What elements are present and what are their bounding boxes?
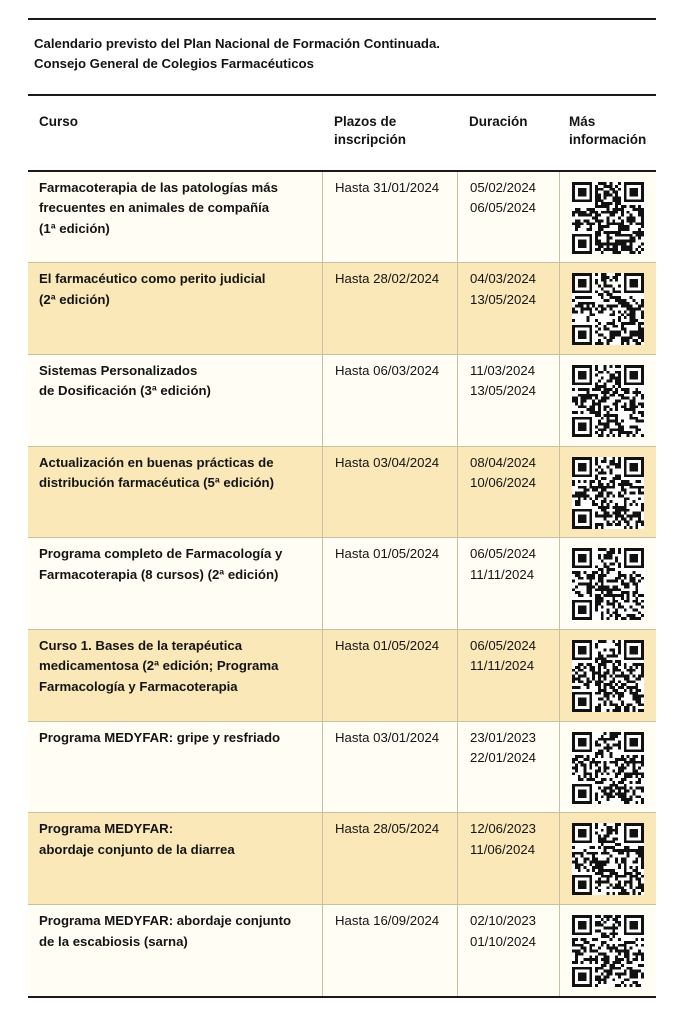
- more-info-cell: [559, 813, 657, 904]
- course-cell: [28, 722, 322, 813]
- course-title-line: (2ª edición): [39, 291, 110, 307]
- end-date: 11/06/2024: [470, 841, 536, 857]
- more-info-cell: [559, 905, 657, 997]
- course-title-line: Farmacoterapia de las patologías más: [39, 179, 278, 195]
- course-cell: [28, 813, 322, 904]
- header-more-line-2: información: [569, 132, 647, 147]
- course-title-line: frecuentes en animales de compañía: [39, 200, 270, 215]
- deadline-cell: Hasta 06/03/2024: [322, 355, 457, 446]
- table-row: [28, 538, 656, 630]
- deadline-cell: Hasta 03/04/2024: [322, 447, 457, 538]
- course-title-line: Programa MEDYFAR:: [39, 821, 174, 837]
- end-date: 22/01/2024: [470, 750, 537, 766]
- course-title-line: de Dosificación (3ª edición): [39, 383, 211, 399]
- qr-code-icon[interactable]: [572, 732, 644, 804]
- header-more-info: [569, 113, 659, 149]
- qr-code-icon[interactable]: [572, 365, 644, 437]
- course-title-line: medicamentosa (2ª edición; Programa: [39, 658, 279, 674]
- start-date: 23/01/2023: [470, 729, 537, 745]
- course-title-line: Curso 1. Bases de la terapéutica: [39, 637, 243, 653]
- deadline-cell: Hasta 16/09/2024: [322, 905, 457, 997]
- qr-code-icon[interactable]: [572, 273, 644, 345]
- header-plazos-line-2: inscripción: [334, 132, 407, 147]
- table-row: [28, 905, 656, 997]
- course-title-line: abordaje conjunto de la diarrea: [39, 841, 235, 857]
- header-plazos: [334, 113, 444, 149]
- more-info-cell: [559, 630, 657, 721]
- course-cell: [28, 905, 322, 997]
- table-header: [28, 96, 656, 170]
- table-body: [28, 172, 656, 997]
- start-date: 06/05/2024: [470, 637, 537, 653]
- table-row: [28, 813, 656, 905]
- end-date: 11/11/2024: [470, 566, 535, 582]
- qr-code-icon[interactable]: [572, 457, 644, 529]
- course-cell: [28, 172, 322, 263]
- deadline-cell: Hasta 28/05/2024: [322, 813, 457, 904]
- start-date: 05/02/2024: [470, 179, 537, 195]
- duration-cell: [457, 538, 559, 629]
- table-row: [28, 355, 656, 447]
- course-title-line: El farmacéutico como perito judicial: [39, 271, 266, 287]
- course-title-line: Programa MEDYFAR: gripe y resfriado: [39, 729, 281, 745]
- table-caption: [34, 34, 634, 74]
- more-info-cell: [559, 263, 657, 354]
- course-cell: [28, 447, 322, 538]
- more-info-cell: [559, 355, 657, 446]
- duration-cell: [457, 905, 559, 997]
- deadline-cell: Hasta 28/02/2024: [322, 263, 457, 354]
- start-date: 06/05/2024: [470, 546, 537, 562]
- deadline-cell: Hasta 01/05/2024: [322, 630, 457, 721]
- more-info-cell: [559, 172, 657, 263]
- course-title-line: Actualización en buenas prácticas de: [39, 454, 274, 470]
- course-cell: [28, 538, 322, 629]
- start-date: 12/06/2023: [470, 821, 537, 837]
- course-cell: [28, 263, 322, 354]
- start-date: 08/04/2024: [470, 454, 537, 470]
- end-date: 13/05/2024: [470, 291, 537, 307]
- end-date: 13/05/2024: [470, 383, 537, 399]
- course-cell: [28, 630, 322, 721]
- course-title-line: Farmacoterapia (8 cursos) (2ª edición): [39, 566, 279, 582]
- top-rule: [28, 18, 656, 20]
- course-title-line: de la escabiosis (sarna): [39, 933, 188, 949]
- course-title-line: Sistemas Personalizados: [39, 362, 198, 378]
- course-title-line: Programa MEDYFAR: abordaje conjunto: [39, 913, 292, 928]
- table-row: [28, 447, 656, 539]
- bottom-rule: [28, 996, 656, 998]
- course-title-line: (1ª edición): [39, 220, 110, 236]
- header-plazos-line-1: Plazos de: [334, 114, 397, 129]
- end-date: 06/05/2024: [470, 200, 537, 215]
- deadline-cell: Hasta 01/05/2024: [322, 538, 457, 629]
- caption-line-1: Calendario previsto del Plan Nacional de Formación Continuada.: [34, 36, 440, 51]
- qr-code-icon[interactable]: [572, 548, 644, 620]
- deadline-cell: Hasta 03/01/2024: [322, 722, 457, 813]
- qr-code-icon[interactable]: [572, 915, 644, 987]
- course-title-line: Programa completo de Farmacología y: [39, 546, 283, 562]
- header-course: Curso: [39, 114, 79, 129]
- start-date: 02/10/2023: [470, 913, 537, 928]
- header-duration: Duración: [469, 114, 528, 129]
- duration-cell: [457, 813, 559, 904]
- duration-cell: [457, 172, 559, 263]
- table-row: [28, 630, 656, 722]
- duration-cell: [457, 447, 559, 538]
- duration-cell: [457, 722, 559, 813]
- table-row: [28, 722, 656, 814]
- table-row: [28, 172, 656, 264]
- header-more-line-1: Más: [569, 114, 596, 129]
- end-date: 10/06/2024: [470, 475, 537, 491]
- start-date: 11/03/2024: [470, 362, 536, 378]
- duration-cell: [457, 630, 559, 721]
- duration-cell: [457, 263, 559, 354]
- more-info-cell: [559, 447, 657, 538]
- qr-code-icon[interactable]: [572, 640, 644, 712]
- deadline-cell: Hasta 31/01/2024: [322, 172, 457, 263]
- caption-line-2: Consejo General de Colegios Farmacéuticos: [34, 56, 314, 71]
- qr-code-icon[interactable]: [572, 823, 644, 895]
- course-title-line: Farmacología y Farmacoterapia: [39, 678, 238, 694]
- start-date: 04/03/2024: [470, 271, 537, 287]
- end-date: 01/10/2024: [470, 933, 537, 949]
- course-cell: [28, 355, 322, 446]
- qr-code-icon[interactable]: [572, 182, 644, 254]
- course-title-line: distribución farmacéutica (5ª edición): [39, 475, 274, 491]
- more-info-cell: [559, 538, 657, 629]
- table-row: [28, 263, 656, 355]
- more-info-cell: [559, 722, 657, 813]
- end-date: 11/11/2024: [470, 658, 535, 674]
- duration-cell: [457, 355, 559, 446]
